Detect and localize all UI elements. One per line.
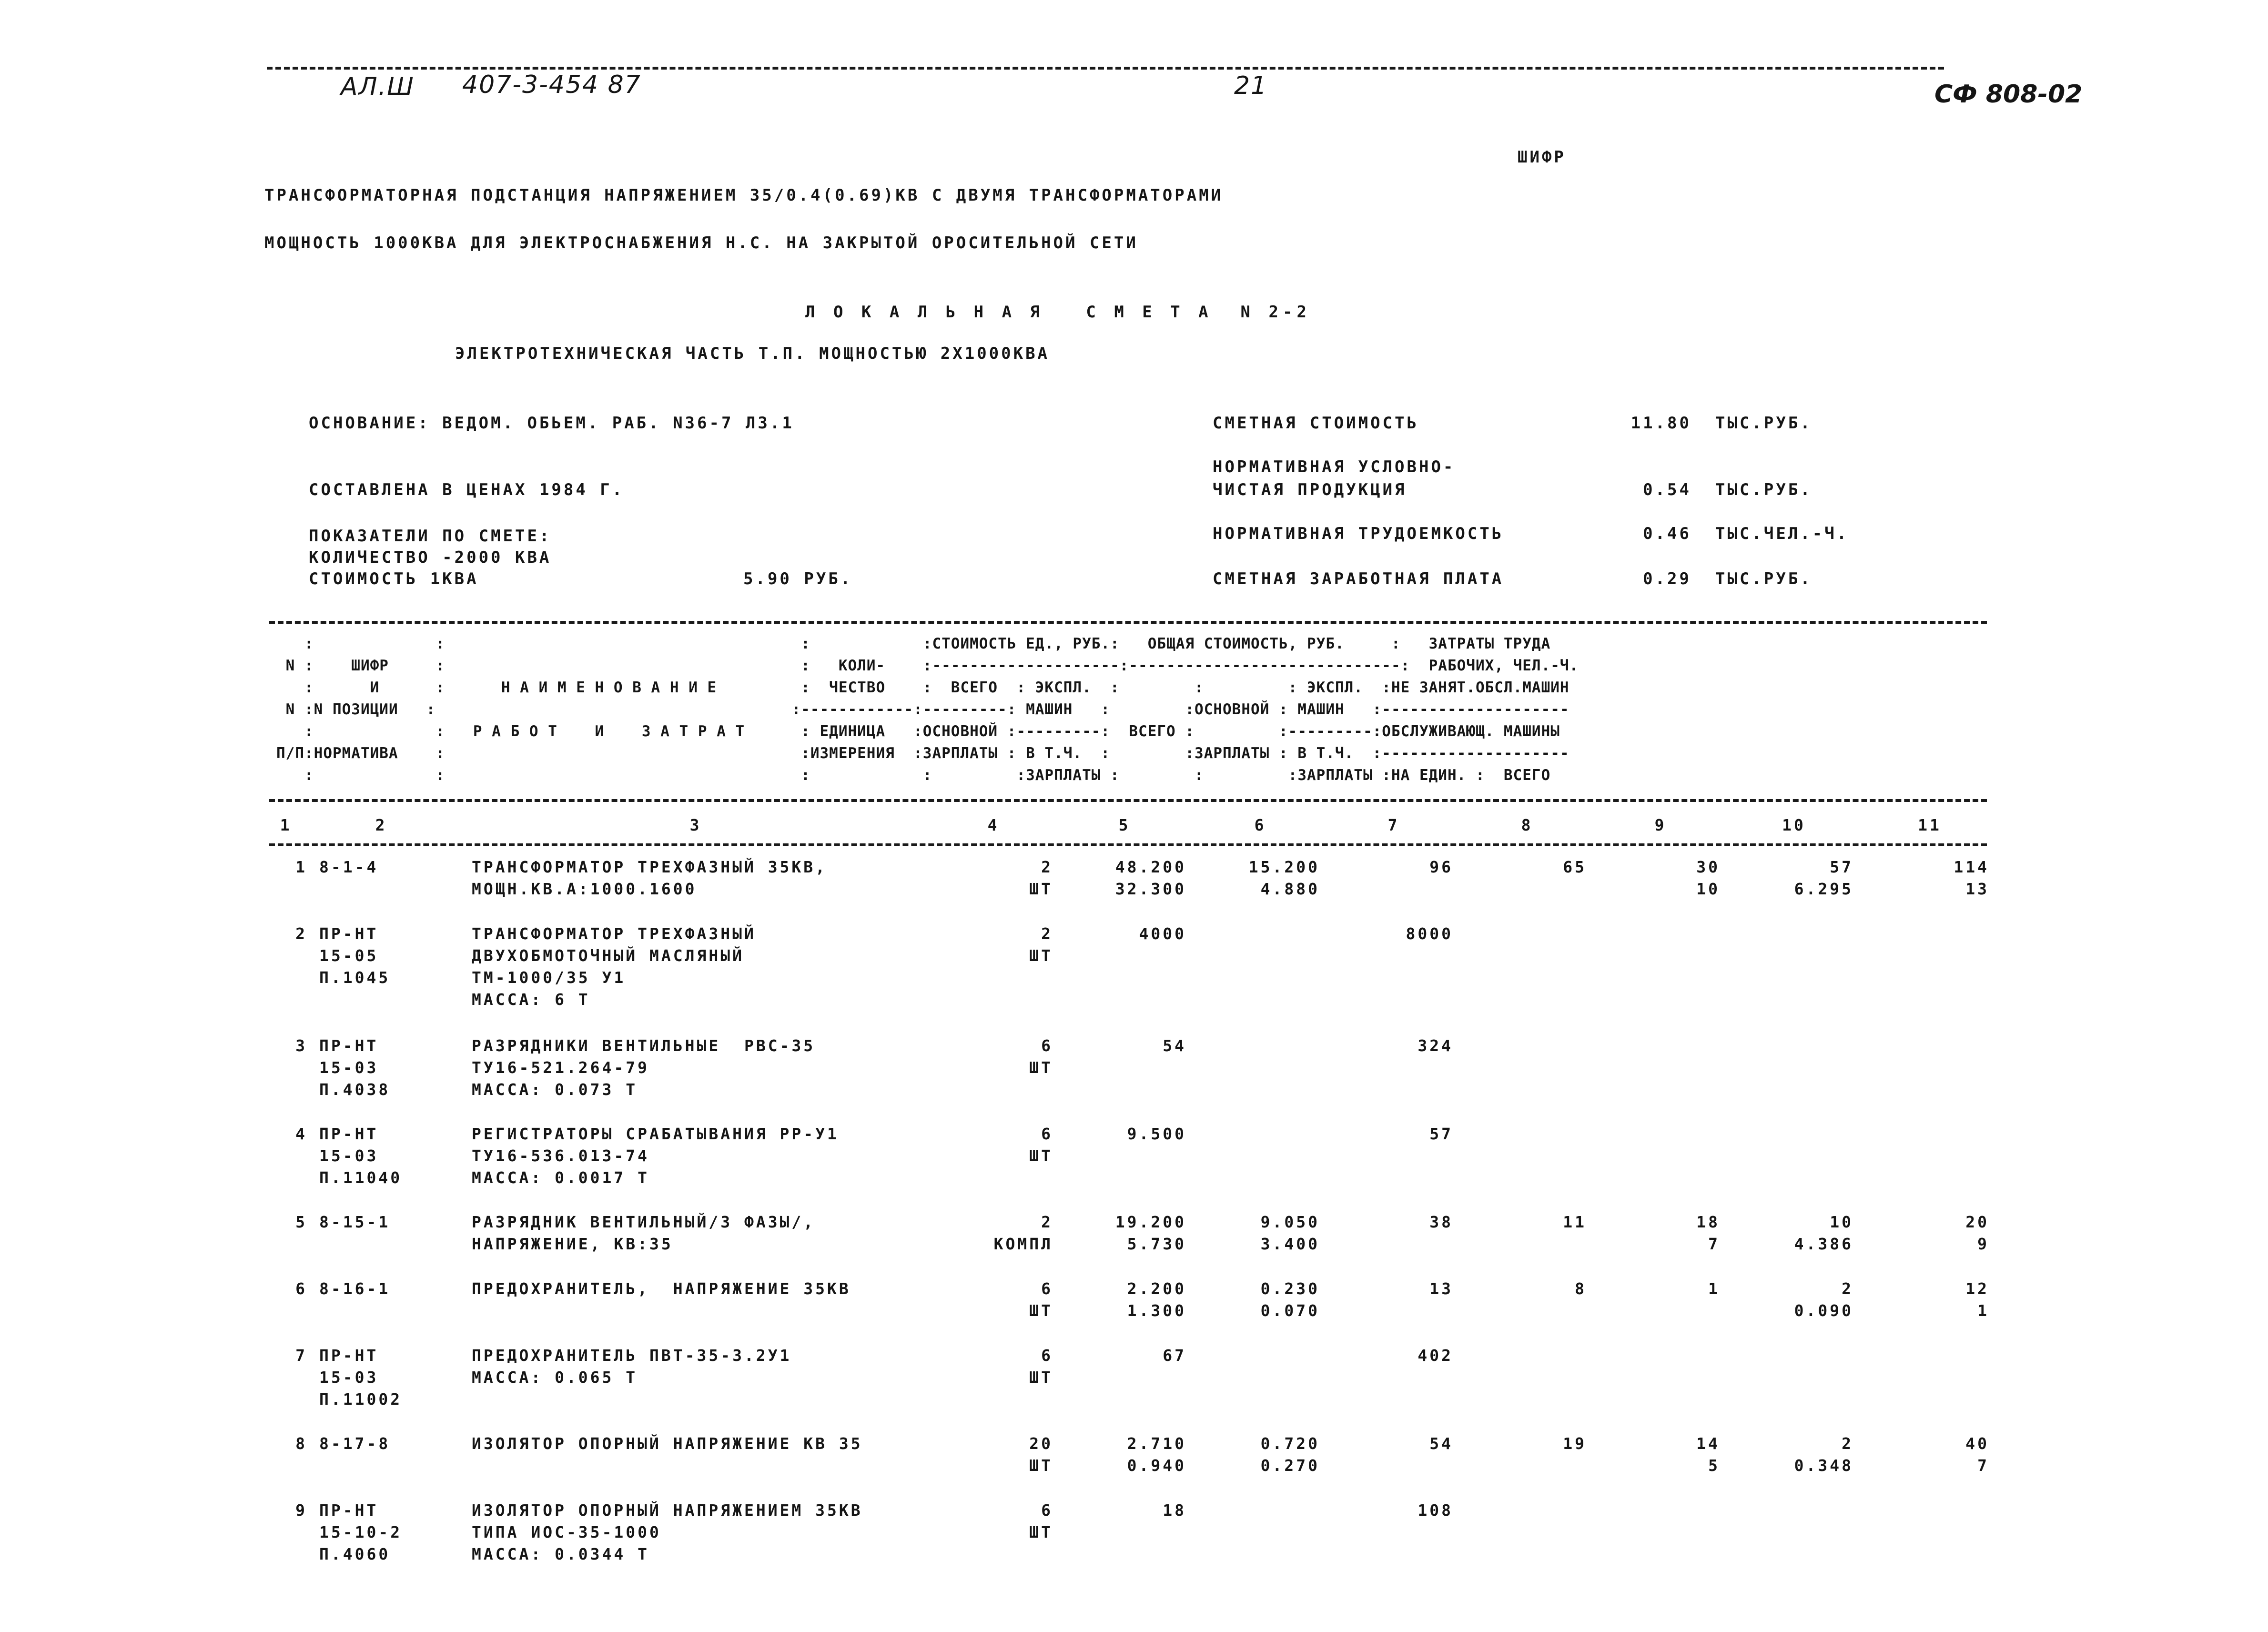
table-header-row-3: : И : Н А И М Е Н О В А Н И Е : ЧЕСТВО : ВСЕГО : ЭКСПЛ. : : : ЭКСПЛ. :НЕ ЗАНЯТ.ОБСЛ.МАШИН <box>276 679 1569 696</box>
stamp-page: 21 <box>1234 71 1268 100</box>
row-cell-c5: 2.710 <box>1127 1434 1186 1453</box>
row-cell-c9: 18 <box>1696 1213 1720 1231</box>
row-name: ПРЕДОХРАНИТЕЛЬ ПВТ-35-3.2У1 <box>472 1346 792 1365</box>
row-name: ПРЕДОХРАНИТЕЛЬ, НАПРЯЖЕНИЕ 35КВ <box>472 1279 851 1298</box>
row-number: 2 <box>295 924 307 943</box>
indicators-title: ПОКАЗАТЕЛИ ПО СМЕТЕ: <box>309 527 552 546</box>
row-name: МАССА: 0.0344 Т <box>472 1545 650 1563</box>
row-cell-c11: 40 <box>1965 1434 1989 1453</box>
row-name: ТИПА ИОС-35-1000 <box>472 1523 661 1541</box>
indicator-cost-value: 5.90 РУБ. <box>743 569 853 588</box>
row-cell-c5: 54 <box>1163 1036 1186 1055</box>
row-cell-c6: 0.720 <box>1260 1434 1320 1453</box>
row-cell-c9: 10 <box>1696 880 1720 898</box>
row-cell-c5: 18 <box>1163 1501 1186 1520</box>
row-cell-c7: 57 <box>1429 1125 1453 1143</box>
labor-intensity-unit: ТЫС.ЧЕЛ.-Ч. <box>1715 524 1849 543</box>
row-cell-c11: 13 <box>1965 880 1989 898</box>
row-code: 15-03 <box>319 1058 379 1077</box>
row-cell-c6: 15.200 <box>1248 858 1320 876</box>
table-header-row-2: N : ШИФР : : КОЛИ- :--------------------:-----------------------------: РАБОЧИХ, ЧЕЛ.-Ч. <box>276 657 1579 674</box>
wage-unit: ТЫС.РУБ. <box>1715 569 1812 588</box>
indicator-quantity: КОЛИЧЕСТВО -2000 КВА <box>309 548 552 567</box>
table-top-rule <box>269 621 1987 624</box>
indicator-cost-label: СТОИМОСТЬ 1КВА <box>309 569 479 588</box>
title-line-1: ТРАНСФОРМАТОРНАЯ ПОДСТАНЦИЯ НАПРЯЖЕНИЕМ 35/0.4(0.69)КВ С ДВУМЯ ТРАНСФОРМАТОРАМИ <box>264 186 1224 205</box>
row-name: ТУ16-536.013-74 <box>472 1146 650 1165</box>
estimate-heading: Л О К А Л Ь Н А Я С М Е Т А N 2-2 <box>805 303 1311 322</box>
row-quantity: 2 <box>1041 924 1053 943</box>
colnum-bottom-rule <box>269 843 1987 846</box>
row-quantity: 6 <box>1041 1501 1053 1520</box>
basis-text: ОСНОВАНИЕ: ВЕДОМ. ОБЬЕМ. РАБ. N36-7 ЛЗ.1 <box>309 414 794 433</box>
row-unit: ШТ <box>1029 880 1053 898</box>
row-cell-c7: 402 <box>1418 1346 1453 1365</box>
row-code: ПР-НТ <box>319 1036 379 1055</box>
row-code: ПР-НТ <box>319 1125 379 1143</box>
row-cell-c9: 5 <box>1708 1456 1720 1475</box>
stamp-album: 407-3-454 87 <box>462 71 641 99</box>
estimate-subheading: ЭЛЕКТРОТЕХНИЧЕСКАЯ ЧАСТЬ Т.П. МОЩНОСТЬЮ 2Х1000КВА <box>455 344 1050 363</box>
row-quantity: 20 <box>1029 1434 1053 1453</box>
row-cell-c7: 54 <box>1429 1434 1453 1453</box>
header-bottom-rule <box>269 799 1987 802</box>
row-cell-c6: 9.050 <box>1260 1213 1320 1231</box>
table-header-row-5: : : Р А Б О Т И З А Т Р А Т : ЕДИНИЦА :ОСНОВНОЙ :---------: ВСЕГО : :---------:ОБСЛУЖИВАЮЩ. МАШИНЫ <box>276 723 1560 740</box>
row-cell-c5: 1.300 <box>1127 1301 1186 1320</box>
row-cell-c11: 20 <box>1965 1213 1989 1231</box>
row-code: ПР-НТ <box>319 924 379 943</box>
row-unit: ШТ <box>1029 1146 1053 1165</box>
row-name: РАЗРЯДНИКИ ВЕНТИЛЬНЫЕ РВС-35 <box>472 1036 816 1055</box>
row-name: ДВУХОБМОТОЧНЫЙ МАСЛЯНЫЙ <box>472 946 744 965</box>
row-cell-c10: 57 <box>1830 858 1853 876</box>
row-cell-c10: 10 <box>1830 1213 1853 1231</box>
row-cell-c8: 8 <box>1575 1279 1587 1298</box>
row-name: МАССА: 0.073 Т <box>472 1080 638 1099</box>
column-number: 8 <box>1521 816 1533 834</box>
row-code: П.4060 <box>319 1545 391 1563</box>
estimated-cost-label: СМЕТНАЯ СТОИМОСТЬ <box>1213 414 1419 433</box>
row-cell-c5: 48.200 <box>1115 858 1186 876</box>
row-cell-c9: 30 <box>1696 858 1720 876</box>
row-code: ПР-НТ <box>319 1501 379 1520</box>
row-unit: ШТ <box>1029 1456 1053 1475</box>
row-cell-c7: 108 <box>1418 1501 1453 1520</box>
row-cell-c5: 0.940 <box>1127 1456 1186 1475</box>
row-code: 15-03 <box>319 1368 379 1387</box>
row-name: ТРАНСФОРМАТОР ТРЕХФАЗНЫЙ 35КВ, <box>472 858 828 876</box>
table-header-row-7: : : : : :ЗАРПЛАТЫ : : :ЗАРПЛАТЫ :НА ЕДИН. : ВСЕГО <box>276 767 1551 784</box>
labor-intensity-value: 0.46 <box>1643 524 1691 543</box>
row-number: 4 <box>295 1125 307 1143</box>
row-name: ТУ16-521.264-79 <box>472 1058 650 1077</box>
row-name: РЕГИСТРАТОРЫ СРАБАТЫВАНИЯ РР-У1 <box>472 1125 839 1143</box>
row-cell-c10: 6.295 <box>1794 880 1853 898</box>
row-quantity: 6 <box>1041 1125 1053 1143</box>
row-cell-c7: 13 <box>1429 1279 1453 1298</box>
row-unit: ШТ <box>1029 1301 1053 1320</box>
row-code: 15-10-2 <box>319 1523 403 1541</box>
table-header-row-6: П/П:НОРМАТИВА : :ИЗМЕРЕНИЯ :ЗАРПЛАТЫ : В Т.Ч. : :ЗАРПЛАТЫ : В Т.Ч. :-------------------- <box>276 745 1569 762</box>
row-name: МОЩН.КВ.А:1000.1600 <box>472 880 697 898</box>
row-number: 7 <box>295 1346 307 1365</box>
row-unit: ШТ <box>1029 1368 1053 1387</box>
row-name: ТРАНСФОРМАТОР ТРЕХФАЗНЫЙ <box>472 924 756 943</box>
row-name: ИЗОЛЯТОР ОПОРНЫЙ НАПРЯЖЕНИЕ КВ 35 <box>472 1434 863 1453</box>
row-cell-c5: 5.730 <box>1127 1235 1186 1253</box>
row-code: П.11002 <box>319 1390 403 1409</box>
column-number: 9 <box>1654 816 1667 834</box>
table-header-row-1: : : : :СТОИМОСТЬ ЕД., РУБ.: ОБЩАЯ СТОИМОСТЬ, РУБ. : ЗАТРАТЫ ТРУДА <box>276 635 1551 652</box>
row-number: 5 <box>295 1213 307 1231</box>
row-unit: ШТ <box>1029 1058 1053 1077</box>
stamp-top-rule <box>267 67 1944 70</box>
row-cell-c5: 4000 <box>1139 924 1186 943</box>
row-cell-c11: 7 <box>1977 1456 1989 1475</box>
net-product-label-1: НОРМАТИВНАЯ УСЛОВНО- <box>1213 457 1456 476</box>
row-cell-c5: 67 <box>1163 1346 1186 1365</box>
row-cell-c10: 0.348 <box>1794 1456 1853 1475</box>
column-number: 10 <box>1782 816 1806 834</box>
column-number: 3 <box>689 816 702 834</box>
stamp-left: АЛ.Ш <box>341 72 415 101</box>
row-cell-c8: 65 <box>1563 858 1587 876</box>
row-cell-c10: 2 <box>1842 1434 1853 1453</box>
row-name: МАССА: 0.0017 Т <box>472 1168 650 1187</box>
row-code: 8-1-4 <box>319 858 379 876</box>
net-product-unit: ТЫС.РУБ. <box>1715 480 1812 499</box>
row-number: 8 <box>295 1434 307 1453</box>
labor-intensity-label: НОРМАТИВНАЯ ТРУДОЕМКОСТЬ <box>1213 524 1504 543</box>
row-cell-c6: 0.230 <box>1260 1279 1320 1298</box>
title-line-2: МОЩНОСТЬ 1000КВА ДЛЯ ЭЛЕКТРОСНАБЖЕНИЯ Н.С. НА ЗАКРЫТОЙ ОРОСИТЕЛЬНОЙ СЕТИ <box>264 233 1138 253</box>
row-code: 8-17-8 <box>319 1434 391 1453</box>
row-code: 8-16-1 <box>319 1279 391 1298</box>
row-unit: КОМПЛ <box>993 1235 1053 1253</box>
row-code: 15-05 <box>319 946 379 965</box>
prices-text: СОСТАВЛЕНА В ЦЕНАХ 1984 Г. <box>309 480 625 499</box>
row-cell-c9: 14 <box>1696 1434 1720 1453</box>
row-cell-c6: 3.400 <box>1260 1235 1320 1253</box>
row-cell-c6: 0.070 <box>1260 1301 1320 1320</box>
net-product-value: 0.54 <box>1643 480 1691 499</box>
row-code: 8-15-1 <box>319 1213 391 1231</box>
row-cell-c5: 32.300 <box>1115 880 1186 898</box>
row-cell-c7: 324 <box>1418 1036 1453 1055</box>
row-unit: ШТ <box>1029 1523 1053 1541</box>
wage-label: СМЕТНАЯ ЗАРАБОТНАЯ ПЛАТА <box>1213 569 1504 588</box>
row-code: 15-03 <box>319 1146 379 1165</box>
row-cell-c6: 0.270 <box>1260 1456 1320 1475</box>
row-cell-c8: 19 <box>1563 1434 1587 1453</box>
row-name: МАССА: 6 Т <box>472 990 590 1009</box>
row-cell-c9: 7 <box>1708 1235 1720 1253</box>
wage-value: 0.29 <box>1643 569 1691 588</box>
column-number: 2 <box>375 816 387 834</box>
row-quantity: 2 <box>1041 1213 1053 1231</box>
column-number: 7 <box>1387 816 1400 834</box>
column-number: 6 <box>1254 816 1266 834</box>
column-number: 4 <box>987 816 1000 834</box>
row-number: 6 <box>295 1279 307 1298</box>
row-cell-c5: 19.200 <box>1115 1213 1186 1231</box>
row-quantity: 6 <box>1041 1346 1053 1365</box>
row-cell-c11: 12 <box>1965 1279 1989 1298</box>
row-cell-c7: 96 <box>1429 858 1453 876</box>
row-cell-c11: 1 <box>1977 1301 1989 1320</box>
row-code: П.4038 <box>319 1080 391 1099</box>
row-name: НАПРЯЖЕНИЕ, КВ:35 <box>472 1235 673 1253</box>
row-cell-c7: 38 <box>1429 1213 1453 1231</box>
row-name: РАЗРЯДНИК ВЕНТИЛЬНЫЙ/3 ФАЗЫ/, <box>472 1213 816 1231</box>
row-cell-c6: 4.880 <box>1260 880 1320 898</box>
row-name: ИЗОЛЯТОР ОПОРНЫЙ НАПРЯЖЕНИЕМ 35КВ <box>472 1501 863 1520</box>
row-name: ТМ-1000/35 У1 <box>472 968 626 987</box>
stamp-right: СФ 808-02 <box>1934 80 2083 109</box>
column-number: 5 <box>1118 816 1131 834</box>
row-cell-c10: 2 <box>1842 1279 1853 1298</box>
row-cell-c10: 4.386 <box>1794 1235 1853 1253</box>
row-code: П.11040 <box>319 1168 403 1187</box>
row-cell-c10: 0.090 <box>1794 1301 1853 1320</box>
row-unit: ШТ <box>1029 946 1053 965</box>
row-number: 3 <box>295 1036 307 1055</box>
row-cell-c7: 8000 <box>1406 924 1453 943</box>
row-quantity: 2 <box>1041 858 1053 876</box>
row-cell-c11: 114 <box>1954 858 1989 876</box>
estimated-cost-unit: ТЫС.РУБ. <box>1715 414 1812 433</box>
row-code: П.1045 <box>319 968 391 987</box>
row-cell-c9: 1 <box>1708 1279 1720 1298</box>
row-number: 9 <box>295 1501 307 1520</box>
row-quantity: 6 <box>1041 1279 1053 1298</box>
net-product-label-2: ЧИСТАЯ ПРОДУКЦИЯ <box>1213 480 1407 499</box>
row-cell-c8: 11 <box>1563 1213 1587 1231</box>
row-code: ПР-НТ <box>319 1346 379 1365</box>
row-quantity: 6 <box>1041 1036 1053 1055</box>
row-name: МАССА: 0.065 Т <box>472 1368 638 1387</box>
estimated-cost-value: 11.80 <box>1630 414 1691 433</box>
column-number: 1 <box>280 816 292 834</box>
column-number: 11 <box>1918 816 1942 834</box>
row-number: 1 <box>295 858 307 876</box>
table-header-row-4: N :N ПОЗИЦИИ : :------------:---------: МАШИН : :ОСНОВНОЙ : МАШИН :-------------------- <box>276 701 1569 718</box>
row-cell-c5: 2.200 <box>1127 1279 1186 1298</box>
row-cell-c5: 9.500 <box>1127 1125 1186 1143</box>
shifr-label: ШИФР <box>1518 148 1566 167</box>
row-cell-c11: 9 <box>1977 1235 1989 1253</box>
